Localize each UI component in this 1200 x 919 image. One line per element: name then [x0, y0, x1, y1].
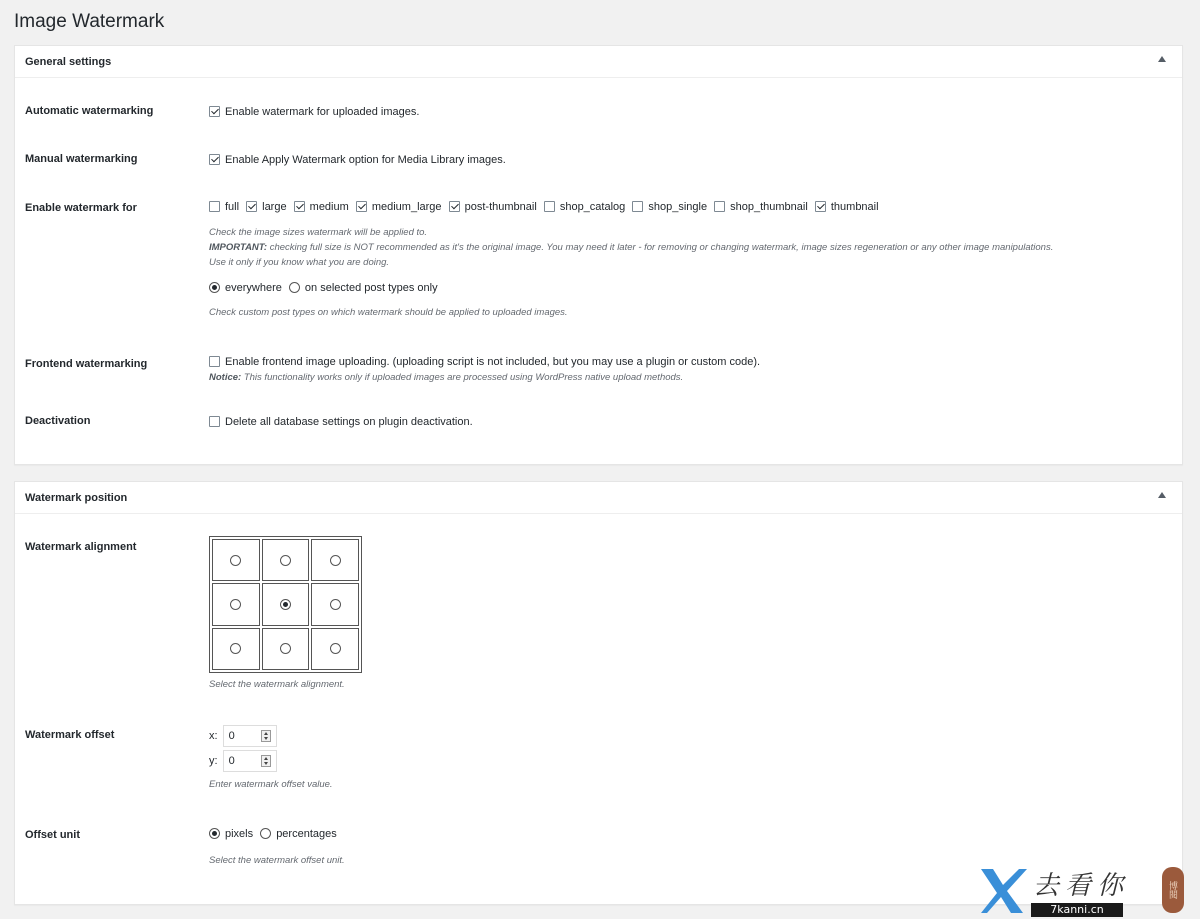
size-shop-thumbnail-label: shop_thumbnail [730, 201, 808, 213]
image-sizes-desc-line2 [209, 240, 1169, 255]
automatic-watermarking-text: Enable watermark for uploaded images. [225, 106, 420, 118]
alignment-grid [209, 536, 362, 673]
frontend-watermarking-option[interactable] [209, 356, 764, 368]
spinner-arrows-icon[interactable] [261, 755, 271, 767]
size-full-checkbox[interactable] [209, 201, 220, 212]
manual-watermarking-checkbox[interactable] [209, 154, 220, 165]
align-bottom-right-radio[interactable] [330, 643, 341, 654]
offset-y-row [209, 750, 277, 772]
deactivation-option[interactable] [209, 416, 477, 428]
size-medium-large-label: medium_large [371, 201, 442, 213]
post-types-description: Check custom post types on which watermark should be applied to uploaded images. [209, 307, 568, 318]
frontend-watermarking-label: Frontend watermarking [25, 358, 148, 370]
size-shop-single-label: shop_single [648, 201, 708, 213]
offset-unit-label: Offset unit [25, 829, 80, 841]
align-middle-right[interactable] [311, 583, 359, 625]
collapse-arrow-icon[interactable] [1158, 492, 1166, 498]
general-settings-title: General settings [25, 56, 112, 68]
size-thumbnail-checkbox[interactable] [815, 201, 826, 212]
watermark-alignment-label: Watermark alignment [25, 541, 137, 553]
collapse-arrow-icon[interactable] [1158, 56, 1166, 62]
offset-x-input[interactable] [223, 725, 277, 747]
automatic-watermarking-label: Automatic watermarking [25, 105, 154, 117]
important-text: checking full size is NOT recommended as it's the original image. You may need it later - for removing or changing watermark, image sizes regeneration or any other image manipulations. [267, 242, 1054, 253]
size-medium-label: medium [309, 201, 349, 213]
offset-x-value: 0 [228, 730, 235, 742]
size-post-thumbnail-checkbox[interactable] [449, 201, 460, 212]
spinner-arrows-icon[interactable] [261, 730, 271, 742]
enable-watermark-for-label: Enable watermark for [25, 202, 137, 214]
align-bottom-center[interactable] [262, 628, 310, 670]
size-medium-large-checkbox[interactable] [356, 201, 367, 212]
general-settings-panel [14, 45, 1183, 465]
image-sizes-list [209, 201, 883, 213]
align-middle-left-radio[interactable] [230, 599, 241, 610]
x-logo-icon [979, 865, 1029, 915]
size-shop-catalog-checkbox[interactable] [544, 201, 555, 212]
align-middle-center[interactable] [262, 583, 310, 625]
automatic-watermarking-option[interactable] [209, 106, 423, 118]
align-bottom-right[interactable] [311, 628, 359, 670]
watermark-position-panel [14, 481, 1183, 905]
size-large-checkbox[interactable] [246, 201, 257, 212]
size-full-label: full [225, 201, 240, 213]
percentages-radio[interactable] [260, 828, 271, 839]
align-bottom-left-radio[interactable] [230, 643, 241, 654]
image-sizes-description [209, 225, 1169, 270]
percentages-label: percentages [276, 828, 337, 840]
offset-unit-radio-group [209, 828, 341, 840]
align-middle-center-radio[interactable] [280, 599, 291, 610]
everywhere-radio[interactable] [209, 282, 220, 293]
site-watermark-logo [979, 865, 1184, 917]
pixels-label: pixels [225, 828, 254, 840]
offset-y-value: 0 [228, 755, 235, 767]
frontend-watermarking-text: Enable frontend image uploading. (uploading script is not included, but you may use a plugin or custom code). [225, 356, 761, 368]
align-top-left[interactable] [212, 539, 260, 581]
post-types-radio-group [209, 282, 442, 294]
watermark-brand-text: 去看你 [1033, 871, 1130, 901]
general-settings-header[interactable] [15, 46, 1182, 78]
align-bottom-center-radio[interactable] [280, 643, 291, 654]
align-top-left-radio[interactable] [230, 555, 241, 566]
pixels-radio[interactable] [209, 828, 220, 839]
manual-watermarking-label: Manual watermarking [25, 153, 138, 165]
offset-x-label: x: [209, 729, 218, 742]
align-top-center[interactable] [262, 539, 310, 581]
everywhere-label: everywhere [225, 282, 282, 294]
selected-post-types-label: on selected post types only [304, 282, 438, 294]
size-post-thumbnail-label: post-thumbnail [464, 201, 537, 213]
watermark-position-header[interactable] [15, 482, 1182, 514]
align-bottom-left[interactable] [212, 628, 260, 670]
important-label: IMPORTANT: [209, 242, 268, 253]
size-large-label: large [262, 201, 287, 213]
watermark-domain: 7kanni.cn [1031, 903, 1123, 917]
offset-description: Enter watermark offset value. [209, 779, 333, 790]
watermark-offset-label: Watermark offset [25, 729, 115, 741]
frontend-watermarking-checkbox[interactable] [209, 356, 220, 367]
notice-label: Notice: [209, 372, 242, 383]
align-top-right[interactable] [311, 539, 359, 581]
frontend-notice [209, 370, 1169, 385]
offset-unit-description: Select the watermark offset unit. [209, 855, 345, 866]
size-medium-checkbox[interactable] [294, 201, 305, 212]
deactivation-label: Deactivation [25, 415, 91, 427]
align-middle-left[interactable] [212, 583, 260, 625]
image-sizes-desc-line1: Check the image sizes watermark will be applied to. [209, 227, 428, 238]
alignment-description: Select the watermark alignment. [209, 679, 345, 690]
selected-post-types-radio[interactable] [289, 282, 300, 293]
offset-x-row [209, 725, 277, 747]
manual-watermarking-option[interactable] [209, 154, 510, 166]
automatic-watermarking-checkbox[interactable] [209, 106, 220, 117]
size-shop-catalog-label: shop_catalog [559, 201, 626, 213]
watermark-position-title: Watermark position [25, 492, 128, 504]
align-middle-right-radio[interactable] [330, 599, 341, 610]
size-shop-thumbnail-checkbox[interactable] [714, 201, 725, 212]
manual-watermarking-text: Enable Apply Watermark option for Media Library images. [225, 154, 506, 166]
page-title: Image Watermark [14, 11, 165, 32]
align-top-center-radio[interactable] [280, 555, 291, 566]
size-thumbnail-label: thumbnail [830, 201, 879, 213]
image-sizes-desc-line3: Use it only if you know what you are doing. [209, 257, 390, 268]
align-top-right-radio[interactable] [330, 555, 341, 566]
offset-y-input[interactable] [223, 750, 277, 772]
offset-y-label: y: [209, 754, 218, 767]
deactivation-text: Delete all database settings on plugin deactivation. [225, 416, 473, 428]
watermark-seal: 博閱 [1162, 867, 1184, 913]
notice-text: This functionality works only if uploaded images are processed using WordPress native upload methods. [241, 372, 684, 383]
size-shop-single-checkbox[interactable] [632, 201, 643, 212]
deactivation-checkbox[interactable] [209, 416, 220, 427]
